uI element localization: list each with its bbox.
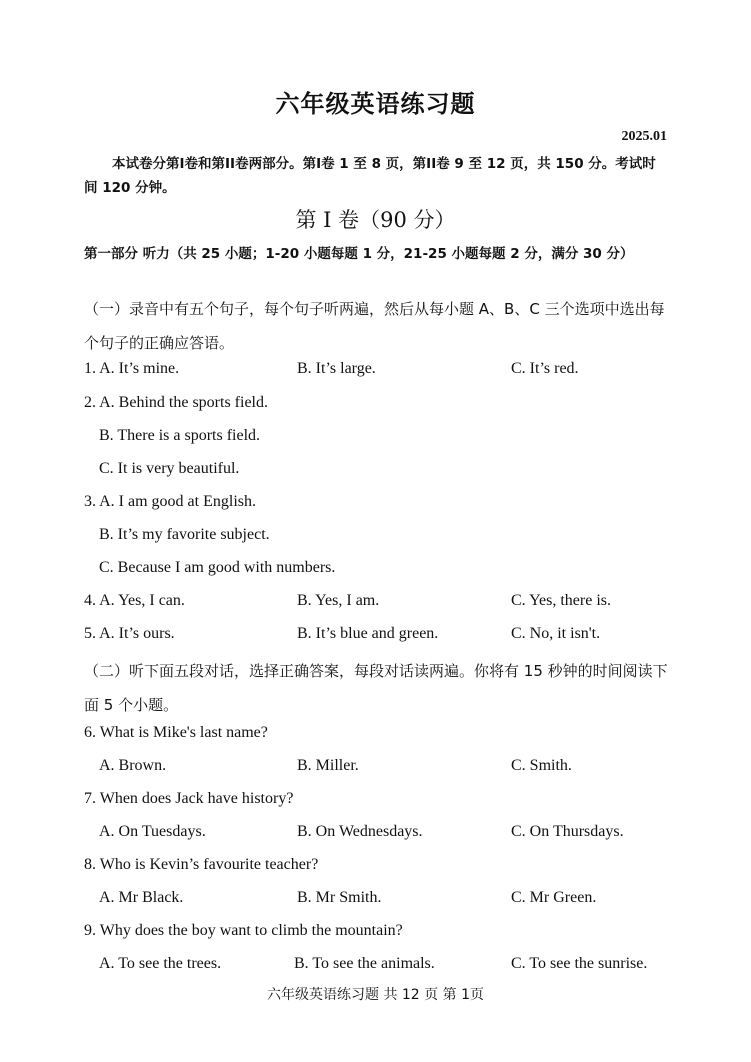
page-footer: 六年级英语练习题 共 12 页 第 1页 bbox=[267, 987, 484, 1003]
instruction-1: （一）录音中有五个句子，每个句子听两遍，然后从每小题 A、B、C 三个选项中选出每个句子的正确应答语。 bbox=[84, 300, 665, 352]
q7-option-b: B. On Wednesdays. bbox=[297, 823, 423, 840]
q4-option-a: 4. A. Yes, I can. bbox=[84, 592, 185, 609]
q7-option-a: A. On Tuesdays. bbox=[99, 823, 206, 840]
q5-option-c: C. No, it isn't. bbox=[511, 625, 601, 642]
q8-option-b: B. Mr Smith. bbox=[297, 889, 382, 906]
exam-intro: 本试卷分第I卷和第II卷两部分。第I卷 1 至 8 页，第II卷 9 至 12 页，共 150 分。考试时间 120 分钟。 bbox=[84, 156, 656, 196]
q6-stem: 6. What is Mike's last name? bbox=[84, 724, 268, 741]
q1-option-c: C. It’s red. bbox=[511, 360, 579, 377]
q4-option-c: C. Yes, there is. bbox=[511, 592, 612, 609]
q8-option-a: A. Mr Black. bbox=[99, 889, 184, 906]
q7-stem: 7. When does Jack have history? bbox=[84, 790, 294, 807]
q2-option-b: B. There is a sports field. bbox=[99, 427, 261, 444]
q2-option-c: C. It is very beautiful. bbox=[99, 460, 240, 477]
section-title: 第 I 卷（90 分） bbox=[295, 208, 456, 232]
q2-option-a: 2. A. Behind the sports field. bbox=[84, 394, 268, 411]
q7-option-c: C. On Thursdays. bbox=[511, 823, 624, 840]
q3-option-a: 3. A. I am good at English. bbox=[84, 493, 256, 510]
instruction-2: （二）听下面五段对话，选择正确答案，每段对话读两遍。你将有 15 秒钟的时间阅读下面 5 个小题。 bbox=[84, 662, 668, 714]
q6-option-b: B. Miller. bbox=[297, 757, 359, 774]
q9-stem: 9. Why does the boy want to climb the mountain? bbox=[84, 922, 403, 939]
q6-option-c: C. Smith. bbox=[511, 757, 572, 774]
q9-option-b: B. To see the animals. bbox=[294, 955, 435, 972]
q5-option-a: 5. A. It’s ours. bbox=[84, 625, 175, 642]
q6-option-a: A. Brown. bbox=[99, 757, 167, 774]
q8-option-c: C. Mr Green. bbox=[511, 889, 597, 906]
page-title: 六年级英语练习题 bbox=[275, 90, 476, 118]
q3-option-c: C. Because I am good with numbers. bbox=[99, 559, 336, 576]
exam-date: 2025.01 bbox=[621, 129, 667, 144]
q9-option-a: A. To see the trees. bbox=[99, 955, 222, 972]
part1-title: 第一部分 听力（共 25 小题；1-20 小题每题 1 分，21-25 小题每题 2 分，满分 30 分） bbox=[84, 246, 634, 262]
q1-option-b: B. It’s large. bbox=[297, 360, 376, 377]
q3-option-b: B. It’s my favorite subject. bbox=[99, 526, 270, 543]
q8-stem: 8. Who is Kevin’s favourite teacher? bbox=[84, 856, 319, 873]
q9-option-c: C. To see the sunrise. bbox=[511, 955, 648, 972]
q1-option-a: 1. A. It’s mine. bbox=[84, 360, 180, 377]
q4-option-b: B. Yes, I am. bbox=[297, 592, 380, 609]
q5-option-b: B. It’s blue and green. bbox=[297, 625, 439, 642]
